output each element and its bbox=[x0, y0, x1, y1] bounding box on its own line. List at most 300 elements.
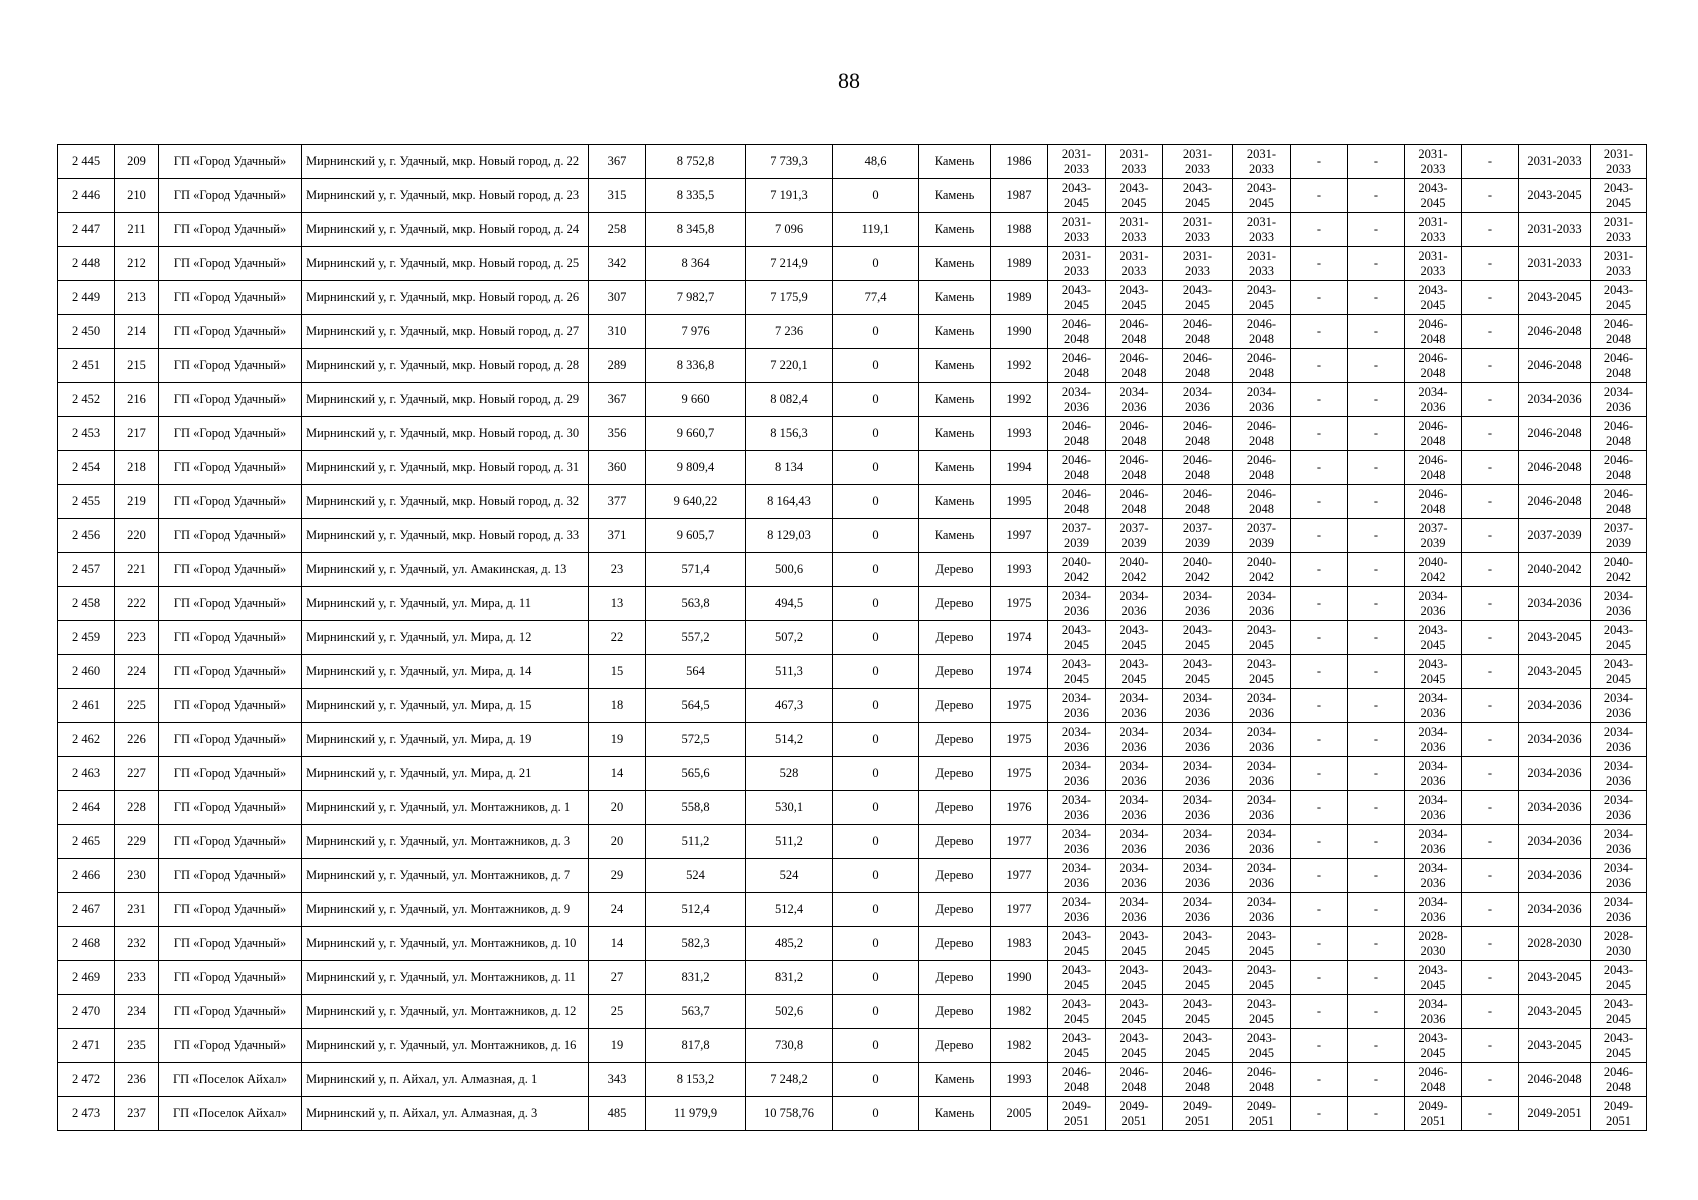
organization-cell: ГП «Поселок Айхал» bbox=[159, 1097, 302, 1131]
period-cell: - bbox=[1462, 349, 1519, 383]
index-cell: 225 bbox=[115, 689, 159, 723]
period-cell: - bbox=[1462, 791, 1519, 825]
period-cell: - bbox=[1291, 281, 1348, 315]
wear-cell: 0 bbox=[833, 621, 919, 655]
address-cell: Мирнинский у, г. Удачный, мкр. Новый город, д. 31 bbox=[302, 451, 589, 485]
units-cell: 14 bbox=[589, 927, 646, 961]
index-cell: 215 bbox=[115, 349, 159, 383]
living-area-cell: 7 175,9 bbox=[746, 281, 833, 315]
total-area-cell: 9 605,7 bbox=[646, 519, 746, 553]
living-area-cell: 7 236 bbox=[746, 315, 833, 349]
period-cell: 2031- 2033 bbox=[1405, 213, 1462, 247]
period-cell: 2046- 2048 bbox=[1591, 451, 1647, 485]
period-cell: 2031- 2033 bbox=[1233, 145, 1291, 179]
period-cell: 2046- 2048 bbox=[1106, 485, 1163, 519]
period-cell: 2046- 2048 bbox=[1163, 417, 1233, 451]
row-number-cell: 2 457 bbox=[58, 553, 115, 587]
period-cell: 2043-2045 bbox=[1519, 281, 1591, 315]
build-year-cell: 1982 bbox=[991, 995, 1048, 1029]
wear-cell: 77,4 bbox=[833, 281, 919, 315]
row-number-cell: 2 471 bbox=[58, 1029, 115, 1063]
period-cell: 2046- 2048 bbox=[1163, 315, 1233, 349]
period-cell: 2046- 2048 bbox=[1591, 417, 1647, 451]
table-row bbox=[58, 1063, 1647, 1097]
wear-cell: 0 bbox=[833, 757, 919, 791]
period-cell: 2046- 2048 bbox=[1106, 417, 1163, 451]
period-cell: - bbox=[1462, 961, 1519, 995]
index-cell: 217 bbox=[115, 417, 159, 451]
period-cell: 2034- 2036 bbox=[1106, 383, 1163, 417]
period-cell: 2043- 2045 bbox=[1163, 1029, 1233, 1063]
organization-cell: ГП «Город Удачный» bbox=[159, 451, 302, 485]
period-cell: - bbox=[1348, 281, 1405, 315]
period-cell: 2034- 2036 bbox=[1233, 893, 1291, 927]
period-cell: 2034- 2036 bbox=[1163, 757, 1233, 791]
period-cell: - bbox=[1348, 859, 1405, 893]
table-row bbox=[58, 825, 1647, 859]
period-cell: - bbox=[1291, 1029, 1348, 1063]
total-area-cell: 9 640,22 bbox=[646, 485, 746, 519]
wear-cell: 0 bbox=[833, 1063, 919, 1097]
period-cell: 2046- 2048 bbox=[1233, 315, 1291, 349]
period-cell: 2031- 2033 bbox=[1163, 213, 1233, 247]
period-cell: 2034- 2036 bbox=[1048, 859, 1106, 893]
total-area-cell: 582,3 bbox=[646, 927, 746, 961]
period-cell: - bbox=[1462, 179, 1519, 213]
organization-cell: ГП «Город Удачный» bbox=[159, 587, 302, 621]
period-cell: - bbox=[1462, 757, 1519, 791]
period-cell: 2034- 2036 bbox=[1106, 689, 1163, 723]
period-cell: 2034- 2036 bbox=[1048, 825, 1106, 859]
build-year-cell: 1992 bbox=[991, 349, 1048, 383]
build-year-cell: 2005 bbox=[991, 1097, 1048, 1131]
table-row bbox=[58, 1029, 1647, 1063]
period-cell: - bbox=[1462, 1097, 1519, 1131]
period-cell: 2043- 2045 bbox=[1233, 655, 1291, 689]
period-cell: 2043- 2045 bbox=[1106, 927, 1163, 961]
period-cell: - bbox=[1291, 655, 1348, 689]
build-year-cell: 1983 bbox=[991, 927, 1048, 961]
period-cell: 2046-2048 bbox=[1519, 451, 1591, 485]
living-area-cell: 7 214,9 bbox=[746, 247, 833, 281]
build-year-cell: 1976 bbox=[991, 791, 1048, 825]
period-cell: 2043- 2045 bbox=[1106, 179, 1163, 213]
period-cell: 2040- 2042 bbox=[1233, 553, 1291, 587]
period-cell: - bbox=[1462, 281, 1519, 315]
period-cell: - bbox=[1462, 519, 1519, 553]
page-number: 88 bbox=[838, 68, 860, 93]
period-cell: 2043- 2045 bbox=[1048, 995, 1106, 1029]
period-cell: 2046- 2048 bbox=[1233, 1063, 1291, 1097]
organization-cell: ГП «Город Удачный» bbox=[159, 893, 302, 927]
units-cell: 485 bbox=[589, 1097, 646, 1131]
period-cell: 2031- 2033 bbox=[1106, 145, 1163, 179]
period-cell: 2034- 2036 bbox=[1106, 893, 1163, 927]
table-row bbox=[58, 927, 1647, 961]
period-cell: - bbox=[1348, 485, 1405, 519]
table-row bbox=[58, 757, 1647, 791]
units-cell: 13 bbox=[589, 587, 646, 621]
row-number-cell: 2 467 bbox=[58, 893, 115, 927]
period-cell: - bbox=[1348, 247, 1405, 281]
period-cell: 2034-2036 bbox=[1519, 825, 1591, 859]
period-cell: 2034- 2036 bbox=[1163, 859, 1233, 893]
period-cell: 2037-2039 bbox=[1519, 519, 1591, 553]
address-cell: Мирнинский у, г. Удачный, мкр. Новый город, д. 26 bbox=[302, 281, 589, 315]
row-number-cell: 2 445 bbox=[58, 145, 115, 179]
units-cell: 307 bbox=[589, 281, 646, 315]
living-area-cell: 500,6 bbox=[746, 553, 833, 587]
index-cell: 218 bbox=[115, 451, 159, 485]
period-cell: - bbox=[1462, 417, 1519, 451]
period-cell: 2043- 2045 bbox=[1163, 281, 1233, 315]
organization-cell: ГП «Город Удачный» bbox=[159, 519, 302, 553]
row-number-cell: 2 469 bbox=[58, 961, 115, 995]
table-row bbox=[58, 145, 1647, 179]
period-cell: 2043-2045 bbox=[1519, 1029, 1591, 1063]
period-cell: 2040- 2042 bbox=[1405, 553, 1462, 587]
period-cell: - bbox=[1462, 485, 1519, 519]
wall-material-cell: Камень bbox=[919, 417, 991, 451]
period-cell: 2034-2036 bbox=[1519, 893, 1591, 927]
total-area-cell: 9 660,7 bbox=[646, 417, 746, 451]
period-cell: 2031- 2033 bbox=[1405, 247, 1462, 281]
index-cell: 232 bbox=[115, 927, 159, 961]
wear-cell: 0 bbox=[833, 519, 919, 553]
period-cell: 2034- 2036 bbox=[1163, 893, 1233, 927]
index-cell: 222 bbox=[115, 587, 159, 621]
organization-cell: ГП «Город Удачный» bbox=[159, 247, 302, 281]
units-cell: 22 bbox=[589, 621, 646, 655]
table-row bbox=[58, 485, 1647, 519]
period-cell: 2034- 2036 bbox=[1405, 859, 1462, 893]
organization-cell: ГП «Город Удачный» bbox=[159, 145, 302, 179]
period-cell: 2034- 2036 bbox=[1048, 383, 1106, 417]
period-cell: 2046-2048 bbox=[1519, 315, 1591, 349]
index-cell: 228 bbox=[115, 791, 159, 825]
period-cell: - bbox=[1462, 553, 1519, 587]
index-cell: 233 bbox=[115, 961, 159, 995]
period-cell: 2043- 2045 bbox=[1591, 281, 1647, 315]
address-cell: Мирнинский у, г. Удачный, мкр. Новый город, д. 32 bbox=[302, 485, 589, 519]
organization-cell: ГП «Город Удачный» bbox=[159, 655, 302, 689]
period-cell: - bbox=[1291, 893, 1348, 927]
units-cell: 310 bbox=[589, 315, 646, 349]
total-area-cell: 512,4 bbox=[646, 893, 746, 927]
total-area-cell: 564,5 bbox=[646, 689, 746, 723]
period-cell: 2034- 2036 bbox=[1405, 893, 1462, 927]
period-cell: 2034- 2036 bbox=[1405, 587, 1462, 621]
units-cell: 367 bbox=[589, 145, 646, 179]
total-area-cell: 11 979,9 bbox=[646, 1097, 746, 1131]
period-cell: - bbox=[1348, 961, 1405, 995]
period-cell: 2031- 2033 bbox=[1163, 145, 1233, 179]
period-cell: 2046- 2048 bbox=[1233, 451, 1291, 485]
total-area-cell: 7 976 bbox=[646, 315, 746, 349]
build-year-cell: 1988 bbox=[991, 213, 1048, 247]
living-area-cell: 512,4 bbox=[746, 893, 833, 927]
wall-material-cell: Дерево bbox=[919, 825, 991, 859]
period-cell: 2037- 2039 bbox=[1405, 519, 1462, 553]
period-cell: - bbox=[1291, 995, 1348, 1029]
period-cell: 2046- 2048 bbox=[1405, 417, 1462, 451]
period-cell: 2043- 2045 bbox=[1591, 179, 1647, 213]
period-cell: 2031- 2033 bbox=[1591, 213, 1647, 247]
period-cell: 2034- 2036 bbox=[1233, 859, 1291, 893]
wall-material-cell: Камень bbox=[919, 281, 991, 315]
total-area-cell: 557,2 bbox=[646, 621, 746, 655]
period-cell: 2049- 2051 bbox=[1591, 1097, 1647, 1131]
wall-material-cell: Камень bbox=[919, 179, 991, 213]
total-area-cell: 8 336,8 bbox=[646, 349, 746, 383]
period-cell: 2034- 2036 bbox=[1591, 689, 1647, 723]
wear-cell: 0 bbox=[833, 655, 919, 689]
period-cell: 2049- 2051 bbox=[1233, 1097, 1291, 1131]
period-cell: 2043- 2045 bbox=[1106, 621, 1163, 655]
period-cell: - bbox=[1291, 213, 1348, 247]
table-row bbox=[58, 383, 1647, 417]
total-area-cell: 8 752,8 bbox=[646, 145, 746, 179]
organization-cell: ГП «Поселок Айхал» bbox=[159, 1063, 302, 1097]
period-cell: 2043-2045 bbox=[1519, 179, 1591, 213]
index-cell: 221 bbox=[115, 553, 159, 587]
period-cell: 2034- 2036 bbox=[1048, 689, 1106, 723]
wall-material-cell: Дерево bbox=[919, 723, 991, 757]
wall-material-cell: Камень bbox=[919, 1063, 991, 1097]
index-cell: 231 bbox=[115, 893, 159, 927]
period-cell: - bbox=[1462, 927, 1519, 961]
period-cell: 2034- 2036 bbox=[1591, 893, 1647, 927]
units-cell: 20 bbox=[589, 791, 646, 825]
period-cell: 2046- 2048 bbox=[1405, 315, 1462, 349]
period-cell: 2049- 2051 bbox=[1106, 1097, 1163, 1131]
period-cell: 2034- 2036 bbox=[1233, 757, 1291, 791]
organization-cell: ГП «Город Удачный» bbox=[159, 961, 302, 995]
address-cell: Мирнинский у, г. Удачный, мкр. Новый город, д. 30 bbox=[302, 417, 589, 451]
build-year-cell: 1992 bbox=[991, 383, 1048, 417]
build-year-cell: 1975 bbox=[991, 757, 1048, 791]
total-area-cell: 564 bbox=[646, 655, 746, 689]
living-area-cell: 7 191,3 bbox=[746, 179, 833, 213]
period-cell: 2028- 2030 bbox=[1405, 927, 1462, 961]
build-year-cell: 1975 bbox=[991, 689, 1048, 723]
period-cell: - bbox=[1462, 1029, 1519, 1063]
wall-material-cell: Камень bbox=[919, 247, 991, 281]
period-cell: 2037- 2039 bbox=[1048, 519, 1106, 553]
period-cell: 2046- 2048 bbox=[1405, 349, 1462, 383]
wall-material-cell: Дерево bbox=[919, 757, 991, 791]
period-cell: 2043- 2045 bbox=[1163, 995, 1233, 1029]
period-cell: - bbox=[1462, 451, 1519, 485]
units-cell: 27 bbox=[589, 961, 646, 995]
wear-cell: 0 bbox=[833, 349, 919, 383]
period-cell: - bbox=[1348, 1097, 1405, 1131]
period-cell: 2043- 2045 bbox=[1048, 961, 1106, 995]
period-cell: 2046- 2048 bbox=[1048, 485, 1106, 519]
wall-material-cell: Дерево bbox=[919, 961, 991, 995]
period-cell: 2043-2045 bbox=[1519, 655, 1591, 689]
period-cell: - bbox=[1291, 859, 1348, 893]
row-number-cell: 2 455 bbox=[58, 485, 115, 519]
period-cell: - bbox=[1291, 961, 1348, 995]
wear-cell: 0 bbox=[833, 179, 919, 213]
index-cell: 229 bbox=[115, 825, 159, 859]
period-cell: - bbox=[1348, 825, 1405, 859]
total-area-cell: 8 345,8 bbox=[646, 213, 746, 247]
living-area-cell: 831,2 bbox=[746, 961, 833, 995]
period-cell: 2034-2036 bbox=[1519, 859, 1591, 893]
index-cell: 224 bbox=[115, 655, 159, 689]
index-cell: 210 bbox=[115, 179, 159, 213]
period-cell: 2034-2036 bbox=[1519, 587, 1591, 621]
period-cell: 2034-2036 bbox=[1519, 757, 1591, 791]
period-cell: 2046- 2048 bbox=[1106, 349, 1163, 383]
living-area-cell: 7 096 bbox=[746, 213, 833, 247]
address-cell: Мирнинский у, г. Удачный, ул. Монтажников, д. 16 bbox=[302, 1029, 589, 1063]
organization-cell: ГП «Город Удачный» bbox=[159, 927, 302, 961]
address-cell: Мирнинский у, г. Удачный, ул. Мира, д. 14 bbox=[302, 655, 589, 689]
wall-material-cell: Камень bbox=[919, 349, 991, 383]
row-number-cell: 2 456 bbox=[58, 519, 115, 553]
period-cell: 2046- 2048 bbox=[1405, 451, 1462, 485]
address-cell: Мирнинский у, г. Удачный, ул. Мира, д. 21 bbox=[302, 757, 589, 791]
table-row bbox=[58, 587, 1647, 621]
period-cell: - bbox=[1291, 315, 1348, 349]
housing-registry-table bbox=[57, 144, 1647, 1131]
organization-cell: ГП «Город Удачный» bbox=[159, 859, 302, 893]
period-cell: - bbox=[1291, 247, 1348, 281]
period-cell: 2049- 2051 bbox=[1048, 1097, 1106, 1131]
living-area-cell: 528 bbox=[746, 757, 833, 791]
period-cell: 2046-2048 bbox=[1519, 485, 1591, 519]
units-cell: 29 bbox=[589, 859, 646, 893]
period-cell: - bbox=[1348, 213, 1405, 247]
units-cell: 18 bbox=[589, 689, 646, 723]
build-year-cell: 1977 bbox=[991, 893, 1048, 927]
index-cell: 235 bbox=[115, 1029, 159, 1063]
build-year-cell: 1974 bbox=[991, 655, 1048, 689]
period-cell: - bbox=[1462, 893, 1519, 927]
period-cell: 2046- 2048 bbox=[1106, 1063, 1163, 1097]
period-cell: 2034- 2036 bbox=[1233, 791, 1291, 825]
period-cell: 2043- 2045 bbox=[1591, 621, 1647, 655]
period-cell: - bbox=[1291, 757, 1348, 791]
period-cell: 2031- 2033 bbox=[1591, 145, 1647, 179]
period-cell: 2034- 2036 bbox=[1106, 587, 1163, 621]
period-cell: 2031-2033 bbox=[1519, 247, 1591, 281]
period-cell: 2046- 2048 bbox=[1163, 451, 1233, 485]
units-cell: 377 bbox=[589, 485, 646, 519]
units-cell: 15 bbox=[589, 655, 646, 689]
period-cell: - bbox=[1462, 213, 1519, 247]
table-row bbox=[58, 689, 1647, 723]
period-cell: - bbox=[1291, 349, 1348, 383]
period-cell: 2034-2036 bbox=[1519, 383, 1591, 417]
period-cell: 2034- 2036 bbox=[1591, 757, 1647, 791]
period-cell: 2031- 2033 bbox=[1048, 247, 1106, 281]
period-cell: - bbox=[1348, 893, 1405, 927]
wall-material-cell: Дерево bbox=[919, 587, 991, 621]
units-cell: 14 bbox=[589, 757, 646, 791]
table-row bbox=[58, 315, 1647, 349]
address-cell: Мирнинский у, г. Удачный, ул. Монтажников, д. 11 bbox=[302, 961, 589, 995]
period-cell: - bbox=[1291, 553, 1348, 587]
total-area-cell: 817,8 bbox=[646, 1029, 746, 1063]
wear-cell: 0 bbox=[833, 995, 919, 1029]
period-cell: - bbox=[1462, 383, 1519, 417]
build-year-cell: 1987 bbox=[991, 179, 1048, 213]
build-year-cell: 1995 bbox=[991, 485, 1048, 519]
period-cell: - bbox=[1291, 587, 1348, 621]
organization-cell: ГП «Город Удачный» bbox=[159, 383, 302, 417]
period-cell: 2034- 2036 bbox=[1163, 825, 1233, 859]
units-cell: 367 bbox=[589, 383, 646, 417]
build-year-cell: 1977 bbox=[991, 825, 1048, 859]
wall-material-cell: Дерево bbox=[919, 1029, 991, 1063]
row-number-cell: 2 448 bbox=[58, 247, 115, 281]
wear-cell: 0 bbox=[833, 689, 919, 723]
units-cell: 315 bbox=[589, 179, 646, 213]
period-cell: 2043- 2045 bbox=[1405, 961, 1462, 995]
period-cell: 2028- 2030 bbox=[1591, 927, 1647, 961]
period-cell: 2046- 2048 bbox=[1106, 451, 1163, 485]
period-cell: 2031-2033 bbox=[1519, 213, 1591, 247]
organization-cell: ГП «Город Удачный» bbox=[159, 723, 302, 757]
period-cell: 2043-2045 bbox=[1519, 995, 1591, 1029]
index-cell: 230 bbox=[115, 859, 159, 893]
living-area-cell: 7 248,2 bbox=[746, 1063, 833, 1097]
units-cell: 19 bbox=[589, 723, 646, 757]
period-cell: 2043- 2045 bbox=[1106, 995, 1163, 1029]
period-cell: 2046- 2048 bbox=[1591, 485, 1647, 519]
period-cell: 2049- 2051 bbox=[1163, 1097, 1233, 1131]
period-cell: 2034- 2036 bbox=[1233, 723, 1291, 757]
wall-material-cell: Дерево bbox=[919, 791, 991, 825]
living-area-cell: 524 bbox=[746, 859, 833, 893]
wear-cell: 119,1 bbox=[833, 213, 919, 247]
build-year-cell: 1993 bbox=[991, 417, 1048, 451]
period-cell: 2031- 2033 bbox=[1048, 145, 1106, 179]
wear-cell: 48,6 bbox=[833, 145, 919, 179]
address-cell: Мирнинский у, г. Удачный, ул. Монтажников, д. 10 bbox=[302, 927, 589, 961]
period-cell: 2034- 2036 bbox=[1591, 791, 1647, 825]
period-cell: 2043- 2045 bbox=[1163, 961, 1233, 995]
table-row bbox=[58, 417, 1647, 451]
wall-material-cell: Дерево bbox=[919, 553, 991, 587]
period-cell: 2034- 2036 bbox=[1591, 859, 1647, 893]
period-cell: - bbox=[1462, 655, 1519, 689]
row-number-cell: 2 470 bbox=[58, 995, 115, 1029]
period-cell: - bbox=[1348, 179, 1405, 213]
index-cell: 237 bbox=[115, 1097, 159, 1131]
period-cell: 2040- 2042 bbox=[1163, 553, 1233, 587]
period-cell: 2046- 2048 bbox=[1233, 417, 1291, 451]
address-cell: Мирнинский у, г. Удачный, мкр. Новый город, д. 22 bbox=[302, 145, 589, 179]
period-cell: 2034- 2036 bbox=[1048, 723, 1106, 757]
period-cell: 2046- 2048 bbox=[1591, 349, 1647, 383]
period-cell: - bbox=[1348, 145, 1405, 179]
index-cell: 209 bbox=[115, 145, 159, 179]
index-cell: 214 bbox=[115, 315, 159, 349]
period-cell: - bbox=[1462, 859, 1519, 893]
period-cell: 2043- 2045 bbox=[1233, 1029, 1291, 1063]
period-cell: 2046- 2048 bbox=[1048, 1063, 1106, 1097]
row-number-cell: 2 453 bbox=[58, 417, 115, 451]
living-area-cell: 7 220,1 bbox=[746, 349, 833, 383]
period-cell: 2049- 2051 bbox=[1405, 1097, 1462, 1131]
period-cell: - bbox=[1348, 349, 1405, 383]
wear-cell: 0 bbox=[833, 383, 919, 417]
